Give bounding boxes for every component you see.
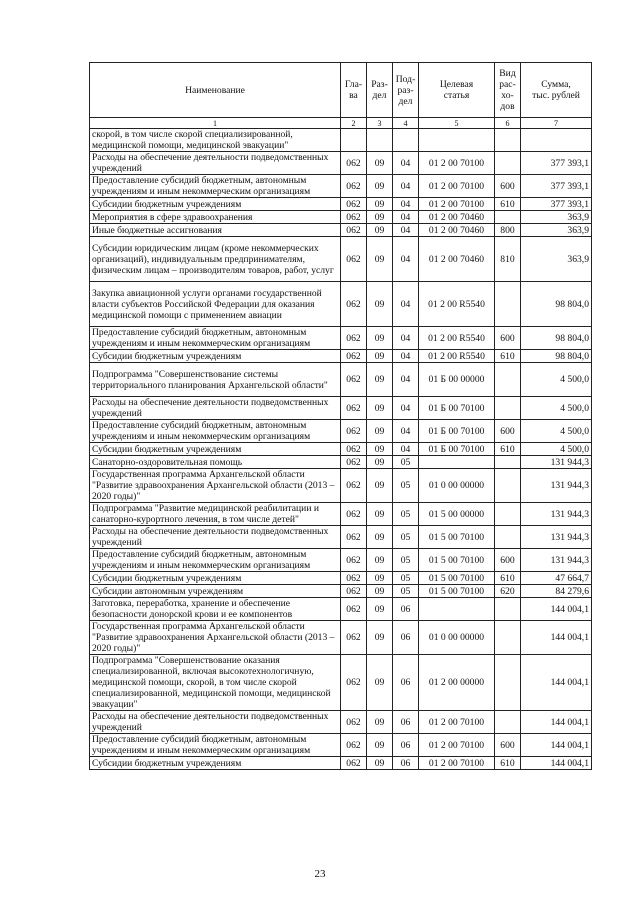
table-row	[90, 734, 592, 757]
cell-vid-rashodov: 610	[495, 198, 521, 211]
table-row	[90, 655, 592, 711]
cell-razdel: 09	[367, 549, 393, 572]
header-name: Наименование	[90, 63, 341, 118]
cell-summa: 84 279,6	[521, 585, 592, 598]
cell-glava: 062	[341, 585, 367, 598]
table-row	[90, 198, 592, 211]
cell-glava: 062	[341, 549, 367, 572]
cell-glava: 062	[341, 237, 367, 282]
cell-summa: 98 804,0	[521, 350, 592, 363]
cell-podrazdel	[393, 129, 419, 152]
table-row	[90, 350, 592, 363]
cell-summa: 144 004,1	[521, 655, 592, 711]
cell-glava: 062	[341, 443, 367, 456]
cell-celevaya-statya: 01 5 00 70100	[419, 526, 495, 549]
cell-vid-rashodov	[495, 129, 521, 152]
cell-glava: 062	[341, 757, 367, 770]
table-row	[90, 585, 592, 598]
table-row	[90, 711, 592, 734]
cell-summa: 144 004,1	[521, 757, 592, 770]
cell-name: Подпрограмма "Совершенствование оказания специализированной, включая высокотехнологичную, медицинской помощи, скорой, в том числе скорой специализированной, медицинской помощи, медицинской эвакуации"	[90, 655, 341, 711]
cell-name: Предоставление субсидий бюджетным, автономным учреждениям и иным некоммерческим организациям	[90, 734, 341, 757]
cell-celevaya-statya: 01 2 00 70460	[419, 237, 495, 282]
cell-glava: 062	[341, 224, 367, 237]
cell-summa: 131 944,3	[521, 456, 592, 469]
cell-razdel: 09	[367, 526, 393, 549]
cell-podrazdel: 04	[393, 327, 419, 350]
cell-summa: 131 944,3	[521, 526, 592, 549]
cell-celevaya-statya: 01 5 00 70100	[419, 549, 495, 572]
table-row	[90, 224, 592, 237]
cell-celevaya-statya: 01 2 00 R5540	[419, 327, 495, 350]
cell-name: Подпрограмма "Совершенствование системы территориального планирования Архангельской области"	[90, 363, 341, 397]
table-row	[90, 621, 592, 655]
cell-glava: 062	[341, 397, 367, 420]
cell-podrazdel: 05	[393, 585, 419, 598]
cell-summa: 377 393,1	[521, 198, 592, 211]
budget-table-container	[89, 62, 591, 770]
cell-glava: 062	[341, 350, 367, 363]
cell-podrazdel: 04	[393, 175, 419, 198]
table-row	[90, 152, 592, 175]
cell-podrazdel: 05	[393, 469, 419, 503]
cell-vid-rashodov	[495, 363, 521, 397]
cell-vid-rashodov: 600	[495, 327, 521, 350]
cell-celevaya-statya: 01 2 00 R5540	[419, 350, 495, 363]
cell-celevaya-statya: 01 2 00 70100	[419, 711, 495, 734]
table-row	[90, 469, 592, 503]
cell-summa: 4 500,0	[521, 363, 592, 397]
cell-summa: 131 944,3	[521, 469, 592, 503]
cell-razdel: 09	[367, 734, 393, 757]
cell-glava: 062	[341, 152, 367, 175]
cell-vid-rashodov	[495, 711, 521, 734]
cell-name: Субсидии автономным учреждениям	[90, 585, 341, 598]
cell-vid-rashodov: 610	[495, 350, 521, 363]
table-row	[90, 175, 592, 198]
cell-name: Предоставление субсидий бюджетным, автономным учреждениям и иным некоммерческим организациям	[90, 549, 341, 572]
cell-summa: 47 664,7	[521, 572, 592, 585]
cell-name: Расходы на обеспечение деятельности подведомственных учреждений	[90, 152, 341, 175]
cell-glava: 062	[341, 655, 367, 711]
cell-podrazdel: 04	[393, 152, 419, 175]
col-number: 2	[341, 118, 367, 129]
cell-glava: 062	[341, 469, 367, 503]
cell-podrazdel: 05	[393, 456, 419, 469]
cell-name: Субсидии бюджетным учреждениям	[90, 443, 341, 456]
cell-vid-rashodov	[495, 621, 521, 655]
cell-summa: 144 004,1	[521, 711, 592, 734]
cell-vid-rashodov: 600	[495, 420, 521, 443]
cell-celevaya-statya: 01 2 00 70100	[419, 757, 495, 770]
cell-razdel: 09	[367, 350, 393, 363]
cell-name: Санаторно-оздоровительная помощь	[90, 456, 341, 469]
cell-glava: 062	[341, 572, 367, 585]
cell-podrazdel: 04	[393, 224, 419, 237]
cell-glava: 062	[341, 282, 367, 327]
cell-razdel: 09	[367, 211, 393, 224]
cell-celevaya-statya: 01 0 00 00000	[419, 621, 495, 655]
cell-summa: 363,9	[521, 224, 592, 237]
cell-celevaya-statya: 01 Б 00 70100	[419, 443, 495, 456]
cell-glava: 062	[341, 420, 367, 443]
table-row	[90, 598, 592, 621]
cell-vid-rashodov	[495, 282, 521, 327]
cell-celevaya-statya: 01 Б 00 00000	[419, 363, 495, 397]
table-row	[90, 397, 592, 420]
cell-razdel: 09	[367, 456, 393, 469]
cell-vid-rashodov: 620	[495, 585, 521, 598]
cell-razdel: 09	[367, 469, 393, 503]
cell-name: Расходы на обеспечение деятельности подведомственных учреждений	[90, 397, 341, 420]
table-row	[90, 757, 592, 770]
cell-glava: 062	[341, 526, 367, 549]
cell-celevaya-statya: 01 2 00 70100	[419, 152, 495, 175]
cell-celevaya-statya: 01 2 00 R5540	[419, 282, 495, 327]
cell-name: Предоставление субсидий бюджетным, автономным учреждениям и иным некоммерческим организациям	[90, 327, 341, 350]
cell-razdel: 09	[367, 224, 393, 237]
cell-podrazdel: 05	[393, 572, 419, 585]
cell-razdel: 09	[367, 282, 393, 327]
header-glava: Гла- ва	[341, 63, 367, 118]
cell-razdel: 09	[367, 621, 393, 655]
cell-vid-rashodov: 600	[495, 734, 521, 757]
cell-razdel: 09	[367, 572, 393, 585]
cell-vid-rashodov	[495, 152, 521, 175]
table-row	[90, 211, 592, 224]
cell-glava: 062	[341, 456, 367, 469]
cell-celevaya-statya: 01 0 00 00000	[419, 469, 495, 503]
cell-razdel: 09	[367, 757, 393, 770]
cell-summa: 363,9	[521, 211, 592, 224]
cell-celevaya-statya	[419, 598, 495, 621]
cell-name: скорой, в том числе скорой специализированной, медицинской помощи, медицинской эвакуации"	[90, 129, 341, 152]
cell-celevaya-statya: 01 5 00 70100	[419, 585, 495, 598]
cell-name: Субсидии бюджетным учреждениям	[90, 350, 341, 363]
cell-name: Предоставление субсидий бюджетным, автономным учреждениям и иным некоммерческим организациям	[90, 420, 341, 443]
cell-vid-rashodov	[495, 211, 521, 224]
cell-vid-rashodov: 810	[495, 237, 521, 282]
cell-podrazdel: 04	[393, 397, 419, 420]
cell-vid-rashodov	[495, 655, 521, 711]
cell-celevaya-statya	[419, 129, 495, 152]
table-row	[90, 443, 592, 456]
cell-razdel: 09	[367, 363, 393, 397]
cell-name: Субсидии бюджетным учреждениям	[90, 757, 341, 770]
cell-vid-rashodov	[495, 456, 521, 469]
col-number: 7	[521, 118, 592, 129]
cell-razdel: 09	[367, 655, 393, 711]
cell-podrazdel: 06	[393, 621, 419, 655]
cell-glava: 062	[341, 211, 367, 224]
cell-podrazdel: 05	[393, 503, 419, 526]
col-number: 6	[495, 118, 521, 129]
cell-razdel: 09	[367, 327, 393, 350]
cell-summa: 377 393,1	[521, 175, 592, 198]
cell-summa: 4 500,0	[521, 443, 592, 456]
cell-summa: 144 004,1	[521, 734, 592, 757]
cell-celevaya-statya	[419, 456, 495, 469]
cell-podrazdel: 06	[393, 734, 419, 757]
cell-razdel: 09	[367, 585, 393, 598]
cell-razdel: 09	[367, 711, 393, 734]
cell-podrazdel: 06	[393, 757, 419, 770]
cell-razdel: 09	[367, 198, 393, 211]
cell-glava: 062	[341, 175, 367, 198]
page-number: 23	[314, 868, 326, 880]
cell-glava: 062	[341, 198, 367, 211]
cell-celevaya-statya: 01 2 00 70460	[419, 224, 495, 237]
cell-celevaya-statya: 01 Б 00 70100	[419, 420, 495, 443]
cell-name: Закупка авиационной услуги органами государственной власти субъектов Российской Федерации для оказания медицинской помощи с применением авиации	[90, 282, 341, 327]
header-vid-rashodov: Вид рас- хо- дов	[495, 63, 521, 118]
cell-podrazdel: 06	[393, 711, 419, 734]
cell-name: Государственная программа Архангельской области "Развитие здравоохранения Архангельской области (2013 – 2020 годы)"	[90, 469, 341, 503]
header-podrazdel: Под- раз- дел	[393, 63, 419, 118]
cell-vid-rashodov	[495, 469, 521, 503]
cell-podrazdel: 05	[393, 549, 419, 572]
cell-razdel: 09	[367, 152, 393, 175]
cell-razdel	[367, 129, 393, 152]
cell-glava: 062	[341, 711, 367, 734]
cell-summa: 98 804,0	[521, 327, 592, 350]
cell-glava: 062	[341, 734, 367, 757]
cell-podrazdel: 04	[393, 350, 419, 363]
table-row	[90, 327, 592, 350]
table-header-row	[90, 63, 592, 118]
cell-celevaya-statya: 01 5 00 00000	[419, 503, 495, 526]
table-row	[90, 549, 592, 572]
cell-glava: 062	[341, 598, 367, 621]
cell-vid-rashodov: 610	[495, 757, 521, 770]
cell-podrazdel: 05	[393, 526, 419, 549]
cell-razdel: 09	[367, 598, 393, 621]
budget-table	[89, 62, 592, 770]
cell-celevaya-statya: 01 2 00 70100	[419, 175, 495, 198]
cell-glava: 062	[341, 503, 367, 526]
col-number: 3	[367, 118, 393, 129]
cell-name: Субсидии бюджетным учреждениям	[90, 198, 341, 211]
cell-podrazdel: 04	[393, 363, 419, 397]
cell-name: Иные бюджетные ассигнования	[90, 224, 341, 237]
cell-summa: 4 500,0	[521, 397, 592, 420]
cell-razdel: 09	[367, 443, 393, 456]
cell-razdel: 09	[367, 237, 393, 282]
cell-summa: 363,9	[521, 237, 592, 282]
cell-podrazdel: 04	[393, 282, 419, 327]
cell-name: Предоставление субсидий бюджетным, автономным учреждениям и иным некоммерческим организациям	[90, 175, 341, 198]
cell-celevaya-statya: 01 2 00 70100	[419, 198, 495, 211]
cell-name: Субсидии бюджетным учреждениям	[90, 572, 341, 585]
cell-vid-rashodov: 800	[495, 224, 521, 237]
header-celevaya-statya: Целевая статья	[419, 63, 495, 118]
cell-name: Подпрограмма "Развитие медицинской реабилитации и санаторно-курортного лечения, в том числе детей"	[90, 503, 341, 526]
cell-vid-rashodov	[495, 503, 521, 526]
cell-celevaya-statya: 01 Б 00 70100	[419, 397, 495, 420]
cell-name: Субсидии юридическим лицам (кроме некоммерческих организаций), индивидуальным предпринимателям, физическим лицам – производителям товаров, работ, услуг	[90, 237, 341, 282]
cell-summa: 131 944,3	[521, 503, 592, 526]
cell-name: Государственная программа Архангельской области "Развитие здравоохранения Архангельской области (2013 – 2020 годы)"	[90, 621, 341, 655]
cell-vid-rashodov	[495, 397, 521, 420]
cell-celevaya-statya: 01 2 00 70100	[419, 734, 495, 757]
table-row	[90, 129, 592, 152]
table-row	[90, 572, 592, 585]
cell-name: Расходы на обеспечение деятельности подведомственных учреждений	[90, 526, 341, 549]
cell-razdel: 09	[367, 397, 393, 420]
header-summa: Сумма, тыс. рублей	[521, 63, 592, 118]
cell-vid-rashodov	[495, 526, 521, 549]
cell-summa: 4 500,0	[521, 420, 592, 443]
cell-summa: 144 004,1	[521, 598, 592, 621]
cell-razdel: 09	[367, 175, 393, 198]
table-row	[90, 237, 592, 282]
table-row	[90, 526, 592, 549]
cell-celevaya-statya: 01 5 00 70100	[419, 572, 495, 585]
table-row	[90, 503, 592, 526]
cell-summa: 131 944,3	[521, 549, 592, 572]
cell-glava: 062	[341, 363, 367, 397]
cell-razdel: 09	[367, 503, 393, 526]
cell-celevaya-statya: 01 2 00 00000	[419, 655, 495, 711]
cell-name: Мероприятия в сфере здравоохранения	[90, 211, 341, 224]
cell-vid-rashodov	[495, 598, 521, 621]
cell-vid-rashodov: 610	[495, 572, 521, 585]
cell-summa: 377 393,1	[521, 152, 592, 175]
col-number: 5	[419, 118, 495, 129]
cell-vid-rashodov: 610	[495, 443, 521, 456]
col-number: 1	[90, 118, 341, 129]
table-body	[90, 129, 592, 770]
cell-vid-rashodov: 600	[495, 549, 521, 572]
table-row	[90, 456, 592, 469]
header-razdel: Раз- дел	[367, 63, 393, 118]
cell-glava	[341, 129, 367, 152]
cell-podrazdel: 04	[393, 443, 419, 456]
cell-podrazdel: 04	[393, 198, 419, 211]
cell-summa: 144 004,1	[521, 621, 592, 655]
cell-razdel: 09	[367, 420, 393, 443]
cell-podrazdel: 04	[393, 420, 419, 443]
cell-podrazdel: 04	[393, 237, 419, 282]
cell-summa: 98 804,0	[521, 282, 592, 327]
table-row	[90, 420, 592, 443]
cell-name: Расходы на обеспечение деятельности подведомственных учреждений	[90, 711, 341, 734]
cell-podrazdel: 06	[393, 655, 419, 711]
cell-podrazdel: 04	[393, 211, 419, 224]
column-number-row	[90, 118, 592, 129]
cell-podrazdel: 06	[393, 598, 419, 621]
cell-summa	[521, 129, 592, 152]
table-row	[90, 363, 592, 397]
table-row	[90, 282, 592, 327]
cell-vid-rashodov: 600	[495, 175, 521, 198]
col-number: 4	[393, 118, 419, 129]
cell-glava: 062	[341, 327, 367, 350]
cell-glava: 062	[341, 621, 367, 655]
cell-name: Заготовка, переработка, хранение и обеспечение безопасности донорской крови и ее компонентов	[90, 598, 341, 621]
cell-celevaya-statya: 01 2 00 70460	[419, 211, 495, 224]
